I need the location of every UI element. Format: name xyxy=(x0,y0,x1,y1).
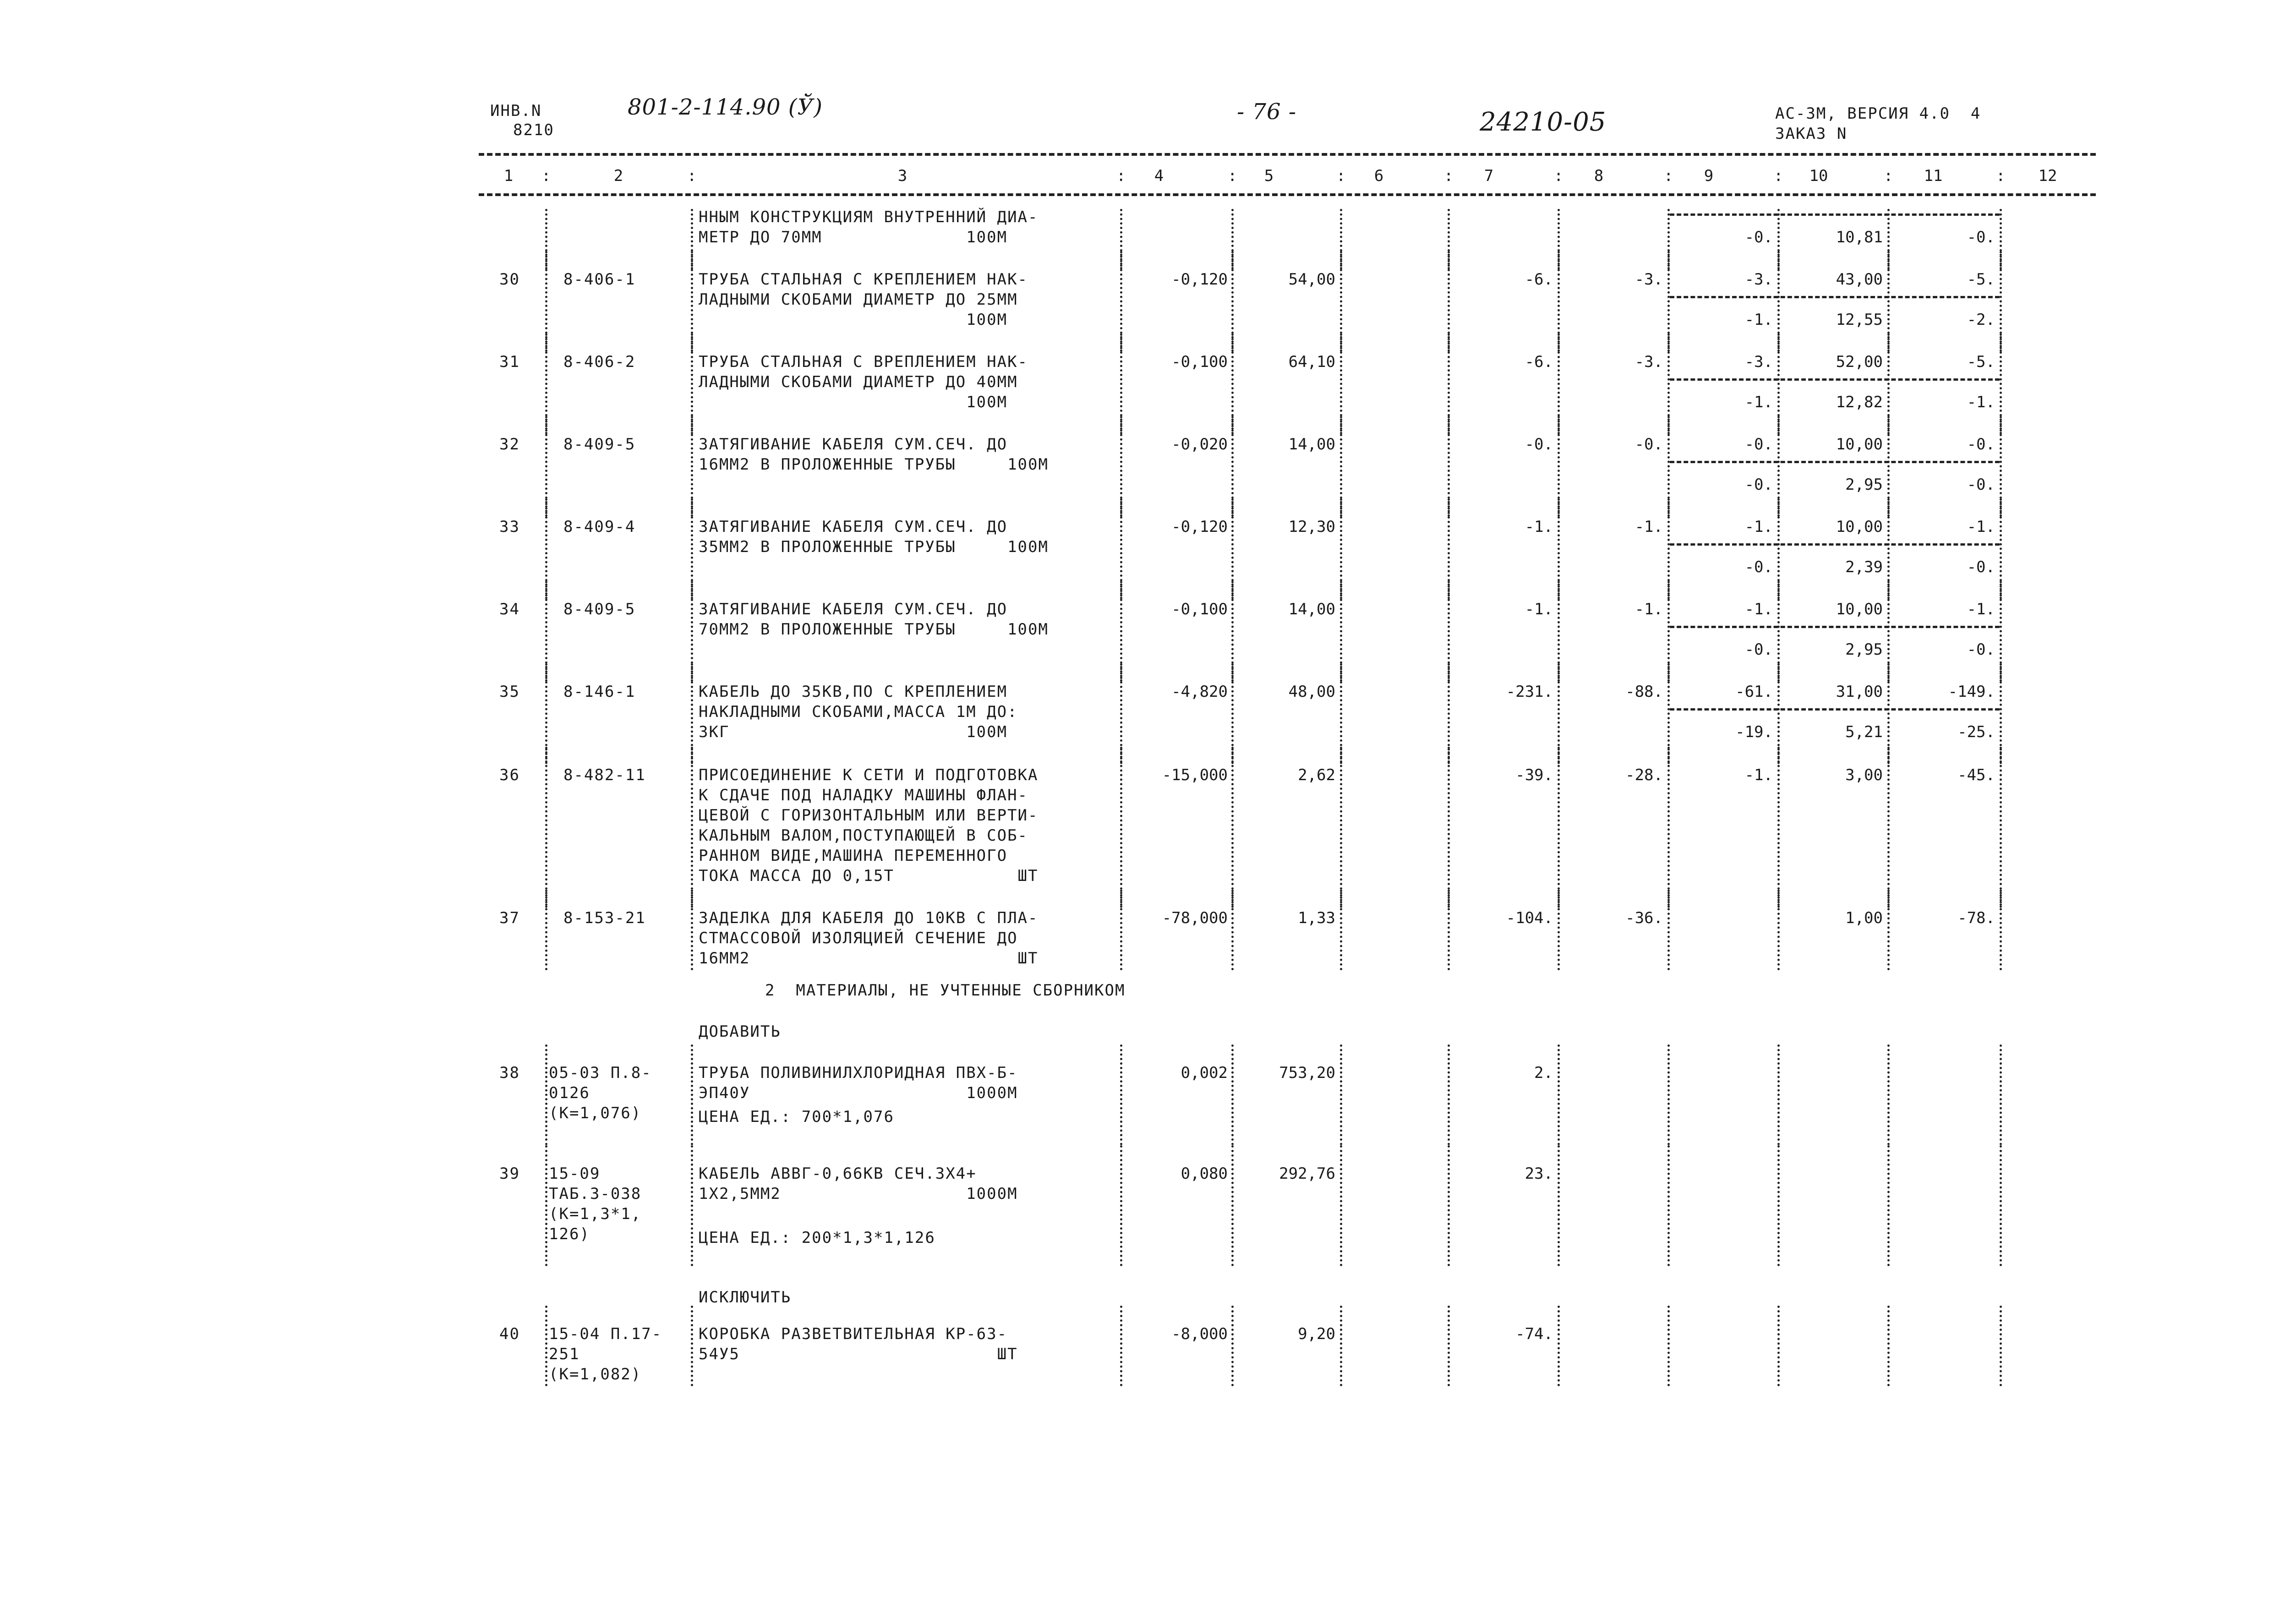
column-separator xyxy=(1231,1044,1234,1145)
cell-c7: -39. xyxy=(1515,766,1553,784)
exclude-label: ИСКЛЮЧИТЬ xyxy=(699,1288,792,1307)
cell-c9: -1. xyxy=(1744,393,1773,411)
cell-c11: -149. xyxy=(1948,683,1995,701)
column-separator xyxy=(1340,1044,1342,1145)
cell-c4: -0,120 xyxy=(1171,518,1228,536)
cell-c5: 753,20 xyxy=(1279,1064,1335,1082)
column-separator xyxy=(1231,890,1234,970)
column-separator xyxy=(1777,1145,1780,1266)
order-number: 24210-05 xyxy=(1480,107,1607,137)
row-description: ТРУБА СТАЛЬНАЯ С КРЕПЛЕНИЕМ НАК- xyxy=(699,270,1028,289)
cell-c9: -0. xyxy=(1744,558,1773,576)
unit-price: ЦЕНА ЕД.: 700*1,076 xyxy=(699,1108,894,1126)
row-description: 16ММ2 В ПРОЛОЖЕННЫЕ ТРУБЫ 100М xyxy=(699,455,1049,474)
row-description: ННЫМ КОНСТРУКЦИЯМ ВНУТРЕННИЙ ДИА- xyxy=(699,208,1039,226)
cell-c5: 14,00 xyxy=(1288,600,1335,618)
subtotal-rule xyxy=(1670,626,2000,628)
row-number: 34 xyxy=(499,600,520,618)
row-description: 54У5 ШТ xyxy=(699,1345,1018,1363)
row-number: 40 xyxy=(499,1325,520,1343)
cell-c9: -1. xyxy=(1744,766,1773,784)
cell-c11: -2. xyxy=(1967,311,1995,329)
cell-c8: -0. xyxy=(1634,435,1663,454)
column-separator xyxy=(1667,1145,1670,1266)
header-rule-top xyxy=(479,153,2096,156)
cell-c9: -0. xyxy=(1744,228,1773,246)
row-code: 8-409-4 xyxy=(563,518,636,536)
row-code: 8-146-1 xyxy=(563,683,636,701)
cell-c5: 2,62 xyxy=(1298,766,1335,784)
cell-c5: 12,30 xyxy=(1288,518,1335,536)
column-separator xyxy=(691,1145,693,1266)
row-description: НАКЛАДНЫМИ СКОБАМИ,МАССА 1М ДО: xyxy=(699,703,1018,721)
row-description: ЛАДНЫМИ СКОБАМИ ДИАМЕТР ДО 40ММ xyxy=(699,373,1018,391)
column-colon: : xyxy=(1774,167,1784,185)
row-description: 70ММ2 В ПРОЛОЖЕННЫЕ ТРУБЫ 100М xyxy=(699,620,1049,639)
row-number: 39 xyxy=(499,1165,520,1183)
column-separator xyxy=(1887,1145,1890,1266)
cell-c11: -78. xyxy=(1957,909,1995,927)
row-number: 33 xyxy=(499,518,520,536)
row-description: ПРИСОЕДИНЕНИЕ К СЕТИ И ПОДГОТОВКА xyxy=(699,766,1039,784)
column-colon: : xyxy=(1336,167,1347,185)
column-colon: : xyxy=(1444,167,1454,185)
column-separator xyxy=(1231,1306,1234,1386)
row-description: 16ММ2 ШТ xyxy=(699,949,1039,968)
cell-c10: 10,00 xyxy=(1836,435,1883,454)
cell-c4: -4,820 xyxy=(1171,683,1228,701)
row-description: ЗАТЯГИВАНИЕ КАБЕЛЯ СУМ.СЕЧ. ДО xyxy=(699,435,1008,454)
program-version: АС-3М, ВЕРСИЯ 4.0 4 xyxy=(1775,104,1981,123)
column-separator xyxy=(1558,890,1560,970)
row-description: ЗАТЯГИВАНИЕ КАБЕЛЯ СУМ.СЕЧ. ДО xyxy=(699,600,1008,618)
column-separator xyxy=(1448,1044,1450,1145)
cell-c10: 10,00 xyxy=(1836,518,1883,536)
column-colon: : xyxy=(1116,167,1127,185)
subtotal-rule xyxy=(1670,461,2000,463)
column-separator xyxy=(1120,1044,1122,1145)
row-description: КАБЕЛЬ ДО 35КВ,ПО С КРЕПЛЕНИЕМ xyxy=(699,683,1008,701)
cell-c8: -1. xyxy=(1634,518,1663,536)
column-number-5: 5 xyxy=(1264,167,1274,185)
cell-c4: 0,080 xyxy=(1181,1165,1228,1183)
cell-c10: 5,21 xyxy=(1845,723,1883,741)
cell-c10: 2,95 xyxy=(1845,476,1883,494)
cell-c7: -0. xyxy=(1525,435,1553,454)
row-code: (К=1,3*1, xyxy=(549,1205,642,1223)
cell-c8: -3. xyxy=(1634,353,1663,371)
cell-c11: -5. xyxy=(1967,353,1995,371)
cell-c4: -0,100 xyxy=(1171,353,1228,371)
cell-c7: -1. xyxy=(1525,600,1553,618)
column-separator xyxy=(1558,1044,1560,1145)
row-description: 100М xyxy=(699,393,1008,411)
cell-c5: 1,33 xyxy=(1298,909,1335,927)
column-separator xyxy=(1448,1306,1450,1386)
row-number: 36 xyxy=(499,766,520,784)
cell-c4: 0,002 xyxy=(1181,1064,1228,1082)
column-number-4: 4 xyxy=(1154,167,1164,185)
cell-c9: -1. xyxy=(1744,311,1773,329)
column-separator xyxy=(691,1044,693,1145)
cell-c11: -1. xyxy=(1967,518,1995,536)
column-number-6: 6 xyxy=(1374,167,1384,185)
column-separator xyxy=(691,1306,693,1386)
column-colon: : xyxy=(1884,167,1894,185)
column-separator xyxy=(1777,890,1780,970)
row-number: 32 xyxy=(499,435,520,454)
cell-c7: -6. xyxy=(1525,270,1553,289)
subtotal-rule xyxy=(1670,296,2000,298)
column-separator xyxy=(1667,890,1670,970)
row-code: 15-09 xyxy=(549,1165,601,1183)
row-description: ЗАДЕЛКА ДЛЯ КАБЕЛЯ ДО 10КВ С ПЛА- xyxy=(699,909,1039,927)
column-separator xyxy=(2000,1306,2002,1386)
cell-c11: -1. xyxy=(1967,600,1995,618)
cell-c4: -15,000 xyxy=(1162,766,1228,784)
cell-c10: 1,00 xyxy=(1845,909,1883,927)
column-separator xyxy=(1340,1306,1342,1386)
column-colon: : xyxy=(541,167,552,185)
cell-c10: 10,81 xyxy=(1836,228,1883,246)
column-number-8: 8 xyxy=(1594,167,1604,185)
column-separator xyxy=(545,1044,547,1145)
cell-c11: -5. xyxy=(1967,270,1995,289)
column-colon: : xyxy=(1554,167,1564,185)
column-colon: : xyxy=(1996,167,2006,185)
add-label: ДОБАВИТЬ xyxy=(699,1023,781,1041)
row-description: ЭП40У 1000М xyxy=(699,1084,1018,1102)
section-title: 2 МАТЕРИАЛЫ, НЕ УЧТЕННЫЕ СБОРНИКОМ xyxy=(765,981,1126,1000)
cell-c9: -0. xyxy=(1744,435,1773,454)
column-separator xyxy=(1448,890,1450,970)
row-code: (К=1,076) xyxy=(549,1104,642,1122)
column-separator xyxy=(545,1306,547,1386)
column-number-9: 9 xyxy=(1704,167,1714,185)
cell-c10: 12,55 xyxy=(1836,311,1883,329)
row-code: 8-153-21 xyxy=(563,909,646,927)
row-code: 126) xyxy=(549,1225,590,1243)
row-description: СТМАССОВОЙ ИЗОЛЯЦИЕЙ СЕЧЕНИЕ ДО xyxy=(699,929,1018,947)
column-separator xyxy=(1777,1044,1780,1145)
column-separator xyxy=(1340,747,1342,908)
row-description: 3КГ 100М xyxy=(699,723,1008,741)
cell-c8: -28. xyxy=(1625,766,1663,784)
cell-c4: -0,100 xyxy=(1171,600,1228,618)
unit-price: ЦЕНА ЕД.: 200*1,3*1,126 xyxy=(699,1229,935,1247)
row-code: 8-409-5 xyxy=(563,435,636,454)
cell-c11: -0. xyxy=(1967,435,1995,454)
column-separator xyxy=(1777,1306,1780,1386)
subtotal-rule xyxy=(1670,708,2000,711)
column-colon: : xyxy=(1664,167,1674,185)
order-label: ЗАКАЗ N xyxy=(1775,125,1848,143)
cell-c7: -231. xyxy=(1506,683,1553,701)
column-separator xyxy=(1120,1306,1122,1386)
cell-c9: -0. xyxy=(1744,640,1773,659)
cell-c9: -61. xyxy=(1735,683,1773,701)
cell-c10: 43,00 xyxy=(1836,270,1883,289)
column-separator xyxy=(691,890,693,970)
cell-c9: -3. xyxy=(1744,270,1773,289)
cell-c10: 2,95 xyxy=(1845,640,1883,659)
cell-c9: -1. xyxy=(1744,518,1773,536)
column-separator xyxy=(1887,1044,1890,1145)
row-description: ЛАДНЫМИ СКОБАМИ ДИАМЕТР ДО 25ММ xyxy=(699,290,1018,309)
cell-c7: 2. xyxy=(1534,1064,1553,1082)
page-number: - 76 - xyxy=(1237,99,1297,125)
column-separator xyxy=(1340,890,1342,970)
column-separator xyxy=(1558,1145,1560,1266)
cell-c7: 23. xyxy=(1525,1165,1553,1183)
row-description: КАБЕЛЬ АВВГ-0,66КВ СЕЧ.3Х4+ xyxy=(699,1165,977,1183)
cell-c7: -1. xyxy=(1525,518,1553,536)
cell-c11: -0. xyxy=(1967,476,1995,494)
row-description: К СДАЧЕ ПОД НАЛАДКУ МАШИНЫ ФЛАН- xyxy=(699,786,1028,804)
cell-c5: 292,76 xyxy=(1279,1165,1335,1183)
row-description: ТРУБА СТАЛЬНАЯ С ВРЕПЛЕНИЕМ НАК- xyxy=(699,353,1028,371)
row-code: ТАБ.3-038 xyxy=(549,1185,642,1203)
cell-c9: -0. xyxy=(1744,476,1773,494)
row-description: 100М xyxy=(699,311,1008,329)
row-description: РАННОМ ВИДЕ,МАШИНА ПЕРЕМЕННОГО xyxy=(699,847,1008,865)
row-description: ЦЕВОЙ С ГОРИЗОНТАЛЬНЫМ ИЛИ ВЕРТИ- xyxy=(699,806,1039,825)
row-code: 15-04 П.17- xyxy=(549,1325,662,1343)
row-number: 31 xyxy=(499,353,520,371)
cell-c11: -0. xyxy=(1967,640,1995,659)
row-number: 37 xyxy=(499,909,520,927)
row-description: ТОКА МАССА ДО 0,15Т ШТ xyxy=(699,867,1039,885)
cell-c7: -104. xyxy=(1506,909,1553,927)
cell-c9: -1. xyxy=(1744,600,1773,618)
cell-c10: 12,82 xyxy=(1836,393,1883,411)
column-separator xyxy=(2000,747,2002,908)
cell-c10: 3,00 xyxy=(1845,766,1883,784)
column-separator xyxy=(545,1145,547,1266)
cell-c11: -1. xyxy=(1967,393,1995,411)
cell-c5: 14,00 xyxy=(1288,435,1335,454)
row-number: 38 xyxy=(499,1064,520,1082)
cell-c10: 2,39 xyxy=(1845,558,1883,576)
column-separator xyxy=(691,747,693,908)
doc-code: 801-2-114.90 (Ў) xyxy=(628,94,823,120)
column-separator xyxy=(2000,890,2002,970)
cell-c11: -25. xyxy=(1957,723,1995,741)
cell-c5: 54,00 xyxy=(1288,270,1335,289)
cell-c8: -3. xyxy=(1634,270,1663,289)
column-separator xyxy=(1558,1306,1560,1386)
column-number-11: 11 xyxy=(1924,167,1943,185)
row-code: 05-03 П.8- xyxy=(549,1064,652,1082)
cell-c11: -0. xyxy=(1967,558,1995,576)
cell-c9: -3. xyxy=(1744,353,1773,371)
row-description: ТРУБА ПОЛИВИНИЛХЛОРИДНАЯ ПВХ-Б- xyxy=(699,1064,1018,1082)
row-description: 1Х2,5ММ2 1000М xyxy=(699,1185,1018,1203)
column-separator xyxy=(1667,1306,1670,1386)
column-separator xyxy=(1667,1044,1670,1145)
subtotal-rule xyxy=(1670,378,2000,381)
cell-c10: 10,00 xyxy=(1836,600,1883,618)
column-separator xyxy=(1340,1145,1342,1266)
row-description: КОРОБКА РАЗВЕТВИТЕЛЬНАЯ КР-63- xyxy=(699,1325,1008,1343)
cell-c4: -0,020 xyxy=(1171,435,1228,454)
row-code: 8-406-2 xyxy=(563,353,636,371)
column-number-10: 10 xyxy=(1809,167,1828,185)
subtotal-rule xyxy=(1670,213,2000,216)
cell-c4: -8,000 xyxy=(1171,1325,1228,1343)
column-number-2: 2 xyxy=(613,167,623,185)
column-separator xyxy=(545,890,547,970)
column-number-12: 12 xyxy=(2038,167,2057,185)
cell-c5: 48,00 xyxy=(1288,683,1335,701)
row-number: 30 xyxy=(499,270,520,289)
cell-c10: 31,00 xyxy=(1836,683,1883,701)
row-number: 35 xyxy=(499,683,520,701)
column-number-7: 7 xyxy=(1484,167,1494,185)
cell-c8: -88. xyxy=(1625,683,1663,701)
row-description: МЕТР ДО 70ММ 100М xyxy=(699,228,1008,246)
subtotal-rule xyxy=(1670,543,2000,546)
cell-c7: -6. xyxy=(1525,353,1553,371)
cell-c8: -36. xyxy=(1625,909,1663,927)
inv-number: 8210 xyxy=(513,121,554,139)
row-code: 8-482-11 xyxy=(563,766,646,784)
inv-label: ИНВ.N xyxy=(490,102,542,120)
row-code: (К=1,082) xyxy=(549,1365,642,1383)
row-description: КАЛЬНЫМ ВАЛОМ,ПОСТУПАЮЩЕЙ В СОБ- xyxy=(699,826,1028,845)
row-description: 35ММ2 В ПРОЛОЖЕННЫЕ ТРУБЫ 100М xyxy=(699,538,1049,556)
column-separator xyxy=(1887,1306,1890,1386)
column-separator xyxy=(1887,890,1890,970)
column-number-3: 3 xyxy=(897,167,907,185)
column-separator xyxy=(2000,1145,2002,1266)
row-description: ЗАТЯГИВАНИЕ КАБЕЛЯ СУМ.СЕЧ. ДО xyxy=(699,518,1008,536)
cell-c9: -19. xyxy=(1735,723,1773,741)
column-colon: : xyxy=(687,167,698,185)
column-separator xyxy=(545,747,547,908)
cell-c5: 64,10 xyxy=(1288,353,1335,371)
header-rule-bottom xyxy=(479,193,2096,196)
cell-c11: -45. xyxy=(1957,766,1995,784)
column-colon: : xyxy=(1228,167,1238,185)
row-code: 251 xyxy=(549,1345,580,1363)
row-code: 0126 xyxy=(549,1084,590,1102)
row-code: 8-406-1 xyxy=(563,270,636,289)
column-number-1: 1 xyxy=(503,167,514,185)
cell-c10: 52,00 xyxy=(1836,353,1883,371)
cell-c4: -0,120 xyxy=(1171,270,1228,289)
column-separator xyxy=(1120,890,1122,970)
column-separator xyxy=(2000,1044,2002,1145)
cell-c4: -78,000 xyxy=(1162,909,1228,927)
row-code: 8-409-5 xyxy=(563,600,636,618)
cell-c11: -0. xyxy=(1967,228,1995,246)
cell-c5: 9,20 xyxy=(1298,1325,1335,1343)
cell-c7: -74. xyxy=(1515,1325,1553,1343)
cell-c8: -1. xyxy=(1634,600,1663,618)
